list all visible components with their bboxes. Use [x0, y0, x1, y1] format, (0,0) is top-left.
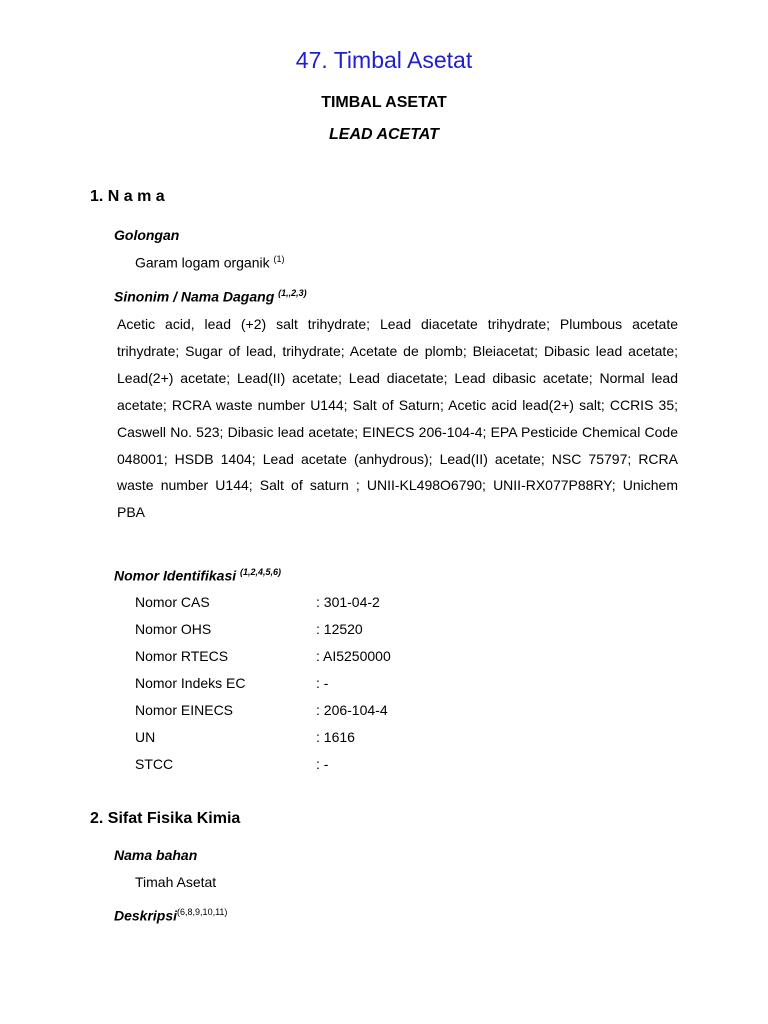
reference-sinonim: (1,,2,3): [278, 288, 307, 298]
id-value: : 301-04-2: [316, 594, 380, 610]
value-golongan: [135, 254, 285, 271]
id-key: Nomor OHS: [135, 621, 212, 637]
label-nomor-identifikasi: [114, 567, 281, 584]
id-row: [135, 756, 635, 776]
label-golongan-text: Golongan: [114, 227, 180, 243]
id-value: : AI5250000: [316, 648, 391, 664]
label-nama-bahan: [114, 847, 197, 863]
label-sinonim-text: Sinonim / Nama Dagang: [114, 288, 275, 305]
id-value: : 1616: [316, 729, 355, 745]
id-key: UN: [135, 729, 156, 745]
id-value: : -: [316, 675, 329, 691]
id-key: Nomor Indeks EC: [135, 675, 246, 691]
id-key: Nomor RTECS: [135, 648, 229, 664]
section-heading-sifat-fisika-kimia: 2. Sifat Fisika Kimia: [90, 810, 241, 827]
id-value: : -: [316, 756, 329, 772]
reference-nomor-identifikasi: (1,2,4,5,6): [240, 567, 282, 577]
id-row: [135, 621, 635, 641]
label-deskripsi-text: Deskripsi: [114, 907, 178, 924]
sinonim-paragraph: Acetic acid, lead (+2) salt trihydrate; Lead diacetate trihydrate; Plumbous acetate trihydrate; Sugar of lead, trihydrate; Acetate de plomb; Bleiacetat; Dibasic lead acetate; Lead(2+) acetate; Lead(II) acetate; Lead diacetate; Lead dibasic acetate; Normal lead acetate; RCRA waste number U144; Salt of Saturn; Acetic acid lead(2+) salt; CCRIS 35; Caswell No. 523; Dibasic lead acetate; EINECS 206-104-4; EPA Pesticide Chemical Code 048001; HSDB 1404; Lead acetate (anhydrous); Lead(II) acetate; NSC 75797; RCRA waste number U144; Salt of saturn ; UNII-KL498O6790; UNII-RX077P88RY; Unichem PBA: [117, 316, 678, 521]
label-sinonim: [114, 288, 307, 305]
id-row: [135, 729, 635, 749]
document-subtitle: TIMBAL ASETAT: [321, 94, 447, 111]
id-value: : 12520: [316, 621, 363, 637]
id-row: [135, 675, 635, 695]
label-nama-bahan-text: Nama bahan: [114, 847, 198, 863]
label-deskripsi: [114, 907, 227, 924]
value-golongan-text: Garam logam organik: [135, 254, 270, 271]
id-key: Nomor CAS: [135, 594, 210, 610]
id-row: [135, 594, 635, 614]
id-key: Nomor EINECS: [135, 702, 234, 718]
id-row: [135, 702, 635, 722]
reference-deskripsi: (6,8,9,10,11): [177, 907, 228, 917]
document-title: 47. Timbal Asetat: [295, 47, 473, 73]
id-key: STCC: [135, 756, 174, 772]
id-value: : 206-104-4: [316, 702, 388, 718]
value-nama-bahan: Timah Asetat: [135, 874, 217, 890]
label-golongan: [114, 227, 179, 243]
document-subtitle-english: LEAD ACETAT: [329, 126, 439, 143]
id-row: [135, 648, 635, 668]
reference-golongan: (1): [273, 254, 285, 264]
section-heading-nama: 1. N a m a: [90, 188, 165, 205]
label-nomor-identifikasi-text: Nomor Identifikasi: [114, 567, 237, 584]
